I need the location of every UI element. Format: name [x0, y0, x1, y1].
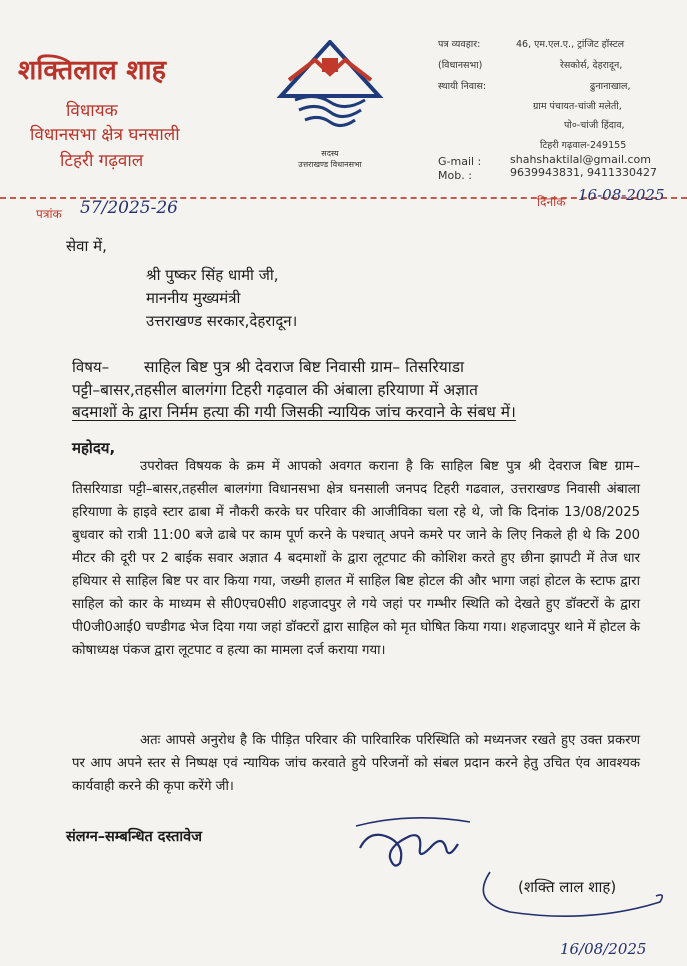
designation: विधायक — [66, 101, 118, 121]
recipient-line-1: श्री पुष्कर सिंह धामी जी, — [146, 266, 279, 284]
date-value: 16-08-2025 — [578, 186, 665, 204]
signature-flourish-icon — [470, 862, 670, 952]
subject-line-1: साहिल बिष्ट पुत्र श्री देवराज बिष्ट निवासी ग्राम– तिसरियाडा — [144, 358, 465, 376]
body-paragraph-1 — [72, 455, 640, 662]
emblem-caption-assembly: उत्तराखण्ड विधानसभा — [298, 160, 362, 169]
subject-label: विषय– — [72, 358, 110, 376]
date-label: दिनांक — [537, 195, 566, 209]
mobile-value: 9639943831, 9411330427 — [510, 166, 657, 179]
address-label-permanent: स्थायी निवास: — [438, 81, 487, 92]
recipient-line-3: उत्तराखण्ड सरकार,देहरादून। — [146, 312, 298, 330]
handwritten-date: 16/08/2025 — [560, 940, 647, 958]
subject — [144, 356, 624, 378]
subject-line-3: बदमाशों के द्वारा निर्मम हत्या की गयी जिसकी न्यायिक जांच करवाने के संबध में। — [72, 403, 516, 421]
address-label-assembly: (विधानसभा) — [438, 60, 483, 71]
mla-name: शक्तिलाल शाह — [18, 55, 166, 86]
address-value-1: 46, एम.एल.ए., ट्रांजिट हॉस्टल — [516, 39, 625, 50]
body-paragraph-1-text: उपरोक्त विषयक के क्रम में आपको अवगत कराना है कि साहिल बिष्ट पुत्र श्री देवराज बिष्ट ग्राम– तिसरियाडा पट्टी–बासर,तहसील बालगंगा विधानसभा क्षेत्र घनसाली जनपद टिहरी गढवाल, उत्तराखण्ड निवासी अंबाला हरियाणा के हाइवे स्टार ढाबा में नौकरी करके घर परिवार की आजीविका चला रहे थे, जो कि दिनांक 13/08/2025 बुधवार को रात्री 11:00 बजे ढाबे पर काम पूर्ण करने के पश्चात् अपने कमरे पर जाने के लिए निकले ही थे कि 200 मीटर की दूरी पर 2 बाईक सवार अज्ञात 4 बदमाशों के द्वारा लूटपाट की कोशिश करते हुए छीना झापटी में तेज धार हथियार से साहिल बिष्ट पर वार किया गया, जख्मी हालत में साहिल बिष्ट होटल की और भागा जहां होटल के स्टाफ द्वारा साहिल को कार के माध्यम से सी0एच0सी0 शहजादपुर ले गये जहां पर गम्भीर स्थिति को देखते हुए डॉक्टरों के द्वारा पी0जी0आई0 चण्डीगढ भेज दिया गया जहां डॉक्टरों द्वारा साहिल को मृत घोषित किया गया। शहजादपुर थाने में होटल के कोषाध्यक्ष पंकज द्वारा लूटपाट व हत्या का मामला दर्ज कराया गया। — [72, 459, 640, 658]
assembly-emblem-icon — [275, 40, 385, 140]
constituency: विधानसभा क्षेत्र घनसाली — [30, 125, 180, 145]
address-value-3: ढुनानाखाल, — [590, 81, 631, 92]
emblem-caption-member: सदस्य — [321, 149, 339, 158]
address-value-2: रेसकोर्स, देहरादून, — [560, 60, 623, 71]
assembly-emblem — [275, 40, 385, 140]
address-value-4: ग्राम पंचायत-चांजी मलेती, — [533, 101, 622, 112]
subject-cont — [72, 379, 628, 423]
greeting: महोदय, — [72, 439, 116, 457]
reference-label: पत्रांक — [36, 207, 62, 221]
subject-line-2: पट्टी–बासर,तहसील बालगंगा टिहरी गढ़वाल की अंबाला हरियाणा में अज्ञात — [72, 381, 478, 399]
body-paragraph-2 — [72, 729, 640, 798]
salutation: सेवा में, — [66, 237, 107, 255]
address-label-correspondence: पत्र व्यवहार: — [438, 39, 481, 50]
gmail-label: G-mail : — [438, 155, 482, 168]
address-value-6: टिहरी गढ़वाल-249155 — [540, 140, 627, 151]
enclosure: संलग्न–सम्बन्धित दस्तावेज — [66, 829, 202, 845]
gmail-value[interactable]: shahshaktilal@gmail.com — [510, 153, 651, 166]
recipient-line-2: माननीय मुख्यमंत्री — [146, 289, 241, 307]
address-value-5: पो०-चांजी हिंदाव, — [564, 120, 625, 131]
district: टिहरी गढ़वाल — [60, 151, 144, 171]
signatory-name: (शक्ति लाल शाह) — [518, 878, 617, 896]
mobile-label: Mob. : — [438, 169, 472, 182]
body-paragraph-2-text: अतः आपसे अनुरोध है कि पीड़ित परिवार की पारिवारिक परिस्थिति को मध्यनजर रखते हुए उक्त प्रकरण पर आप अपने स्तर से निष्पक्ष एवं न्यायिक जांच करवाते हुये परिजनों को संबल प्रदान करने हेतु उचित एंव आवश्यक कार्यवाही करने की कृपा करेंगे जी। — [72, 733, 640, 794]
reference-number: 57/2025-26 — [80, 198, 178, 218]
